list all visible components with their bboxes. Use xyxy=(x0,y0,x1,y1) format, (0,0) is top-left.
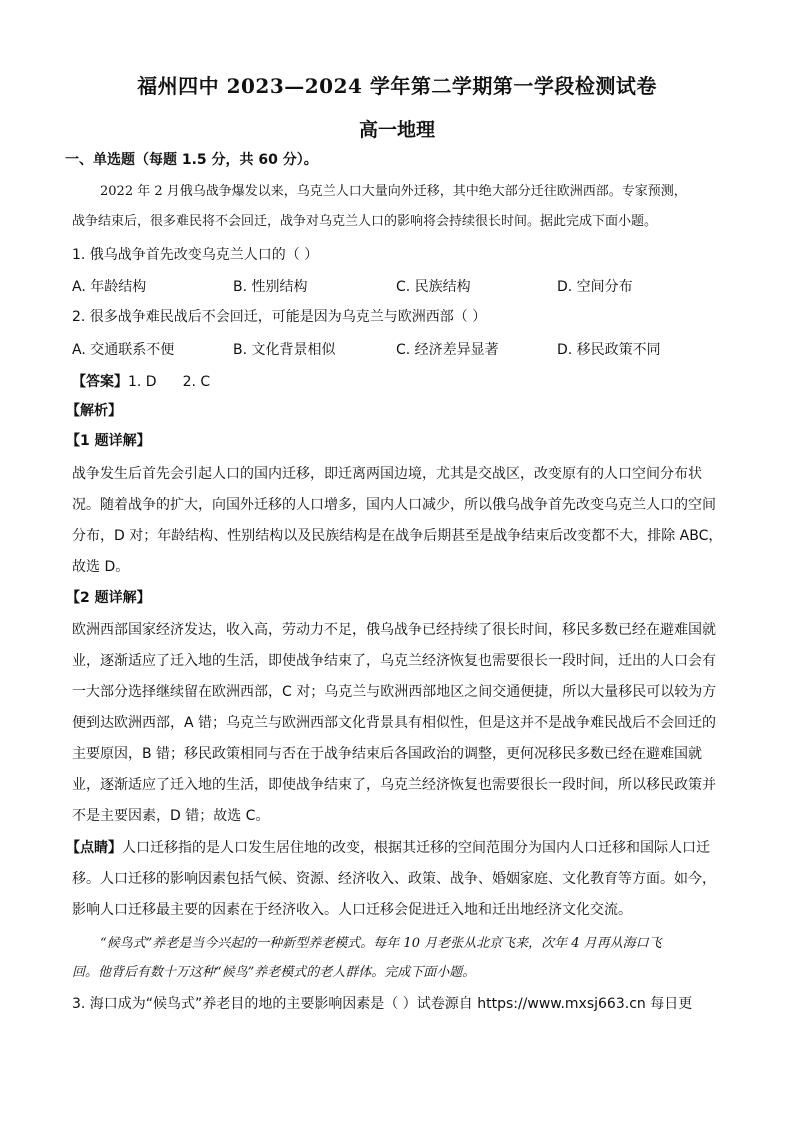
tip-line xyxy=(66,838,716,858)
passage2-line: “候鸟式”养老是当今兴起的一种新型养老模式。每年 10 月老张从北京飞来，次年 4 月再从海口飞 xyxy=(100,936,662,951)
q1-stem: 1. 俄乌战争首先改变乌克兰人口的（ ） xyxy=(72,247,319,263)
q2-option-b: B. 文化背景相似 xyxy=(233,342,336,358)
q1-option-a: A. 年龄结构 xyxy=(72,279,147,295)
tip-label: 【点睛】 xyxy=(66,840,122,856)
section-heading: 一、单选题（每题 1.5 分，共 60 分）。 xyxy=(65,152,318,168)
q2-option-a: A. 交通联系不便 xyxy=(72,342,175,358)
tip-line: 移。人口迁移的影响因素包括气候、资源、经济收入、政策、战争、婚姻家庭、文化教育等方面。如今， xyxy=(72,871,716,887)
detail1-line: 况。随着战争的扩大，向国外迁移的人口增多，国内人口减少，所以俄乌战争首先改变乌克兰人口的空间 xyxy=(72,497,716,513)
q1-option-b: B. 性别结构 xyxy=(233,279,308,295)
detail1-line: 故选 D。 xyxy=(72,559,130,575)
detail2-label: 【2 题详解】 xyxy=(66,590,151,606)
answer-row xyxy=(72,371,210,391)
analysis-label: 【解析】 xyxy=(66,403,122,419)
tip-line: 影响人口迁移最主要的因素在于经济收入。人口迁移会促进迁入地和迁出地经济文化交流。 xyxy=(72,902,632,918)
detail2-line: 业，逐渐适应了迁入地的生活，即使战争结束了，乌克兰经济恢复也需要很长一段时间，迁出的人口会有 xyxy=(72,653,716,669)
detail2-line: 便到达欧洲西部，A 错；乌克兰与欧洲西部文化背景具有相似性，但是这并不是战争难民战后不会回迁的 xyxy=(72,715,717,731)
detail2-line: 业，逐渐适应了迁入地的生活，即使战争结束了，乌克兰经济恢复也需要很长一段时间，所以移民政策并 xyxy=(72,777,716,793)
q2-option-c: C. 经济差异显著 xyxy=(396,342,499,358)
detail2-line: 欧洲西部国家经济发达，收入高，劳动力不足，俄乌战争已经持续了很长时间，移民多数已经在避难国就 xyxy=(72,622,716,638)
detail1-line: 战争发生后首先会引起人口的国内迁移，即迁离两国边境，尤其是交战区，改变原有的人口空间分布状 xyxy=(72,466,702,482)
answer-label: 【答案】 xyxy=(72,374,128,390)
q3-stem: 3. 海口成为“候鸟式”养老目的地的主要影响因素是（ ）试卷源自 https://www.mxsj663.cn 每日更 xyxy=(72,996,693,1012)
q1-option-d: D. 空间分布 xyxy=(557,279,633,295)
passage1-line: 战争结束后，很多难民将不会回迁，战争对乌克兰人口的影响将会持续很长时间。据此完成下面小题。 xyxy=(72,214,658,229)
detail1-label: 【1 题详解】 xyxy=(66,433,151,449)
q1-option-c: C. 民族结构 xyxy=(396,279,471,295)
detail2-line: 不是主要因素，D 错；故选 C。 xyxy=(72,808,270,824)
passage2-line: 回。他背后有数十万这种“候鸟”养老模式的老人群体。完成下面小题。 xyxy=(72,965,476,980)
tip-text: 人口迁移指的是人口发生居住地的改变，根据其迁移的空间范围分为国内人口迁移和国际人口迁 xyxy=(122,840,710,856)
exam-title: 福州四中 2023—2024 学年第二学期第一学段检测试卷 xyxy=(137,74,657,98)
exam-subtitle: 高一地理 xyxy=(358,119,435,141)
q2-option-d: D. 移民政策不同 xyxy=(557,342,661,358)
answer-1: 1. D xyxy=(128,374,157,390)
q2-stem: 2. 很多战争难民战后不会回迁，可能是因为乌克兰与欧洲西部（ ） xyxy=(72,309,487,325)
detail2-line: 一大部分选择继续留在欧洲西部，C 对；乌克兰与欧洲西部地区之间交通便捷，所以大量移民可以较为方 xyxy=(72,684,717,700)
answer-2: 2. C xyxy=(182,374,211,390)
detail2-line: 主要原因，B 错；移民政策相同与否在于战争结束后各国政治的调整，更何况移民多数已经在避难国就 xyxy=(72,746,703,762)
detail1-line: 分布，D 对；年龄结构、性别结构以及民族结构是在战争后期甚至是战争结束后改变都不大，排除 ABC， xyxy=(72,528,723,544)
passage1-line: 2022 年 2 月俄乌战争爆发以来，乌克兰人口大量向外迁移，其中绝大部分迁往欧洲西部。专家预测， xyxy=(100,184,687,199)
